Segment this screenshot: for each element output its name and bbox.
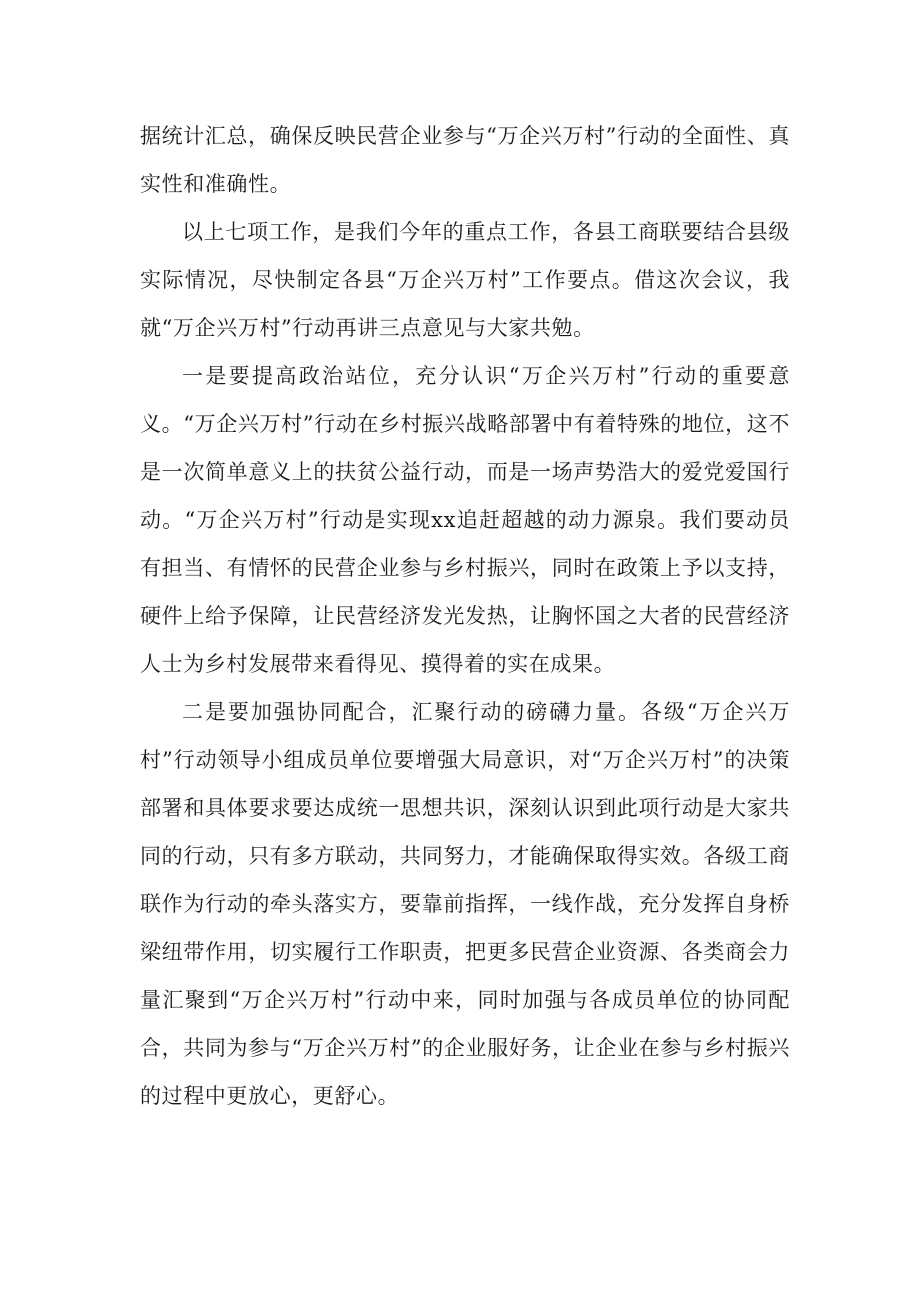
paragraph-point-one: 一是要提高政治站位，充分认识“万企兴万村”行动的重要意义。“万企兴万村”行动在乡村振兴战略部署中有着特殊的地位，这不是一次简单意义上的扶贫公益行动，而是一场声势浩大的爱党爱国行动。“万企兴万村”行动是实现xx追赶超越的动力源泉。我们要动员有担当、有情怀的民营企业参与乡村振兴，同时在政策上予以支持，硬件上给予保障，让民营经济发光发热，让胸怀国之大者的民营经济人士为乡村发展带来看得见、摸得着的实在成果。 bbox=[140, 364, 790, 676]
paragraph-point-two: 二是要加强协同配合，汇聚行动的磅礴力量。各级“万企兴万村”行动领导小组成员单位要增强大局意识，对“万企兴万村”的决策部署和具体要求要达成统一思想共识，深刻认识到此项行动是大家共同的行动，只有多方联动，共同努力，才能确保取得实效。各级工商联作为行动的牵头落实方，要靠前指挥，一线作战，充分发挥自身桥梁纽带作用，切实履行工作职责，把更多民营企业资源、各类商会力量汇聚到“万企兴万村”行动中来，同时加强与各成员单位的协同配合，共同为参与“万企兴万村”的企业服好务，让企业在参与乡村振兴的过程中更放心，更舒心。 bbox=[140, 700, 790, 1108]
body-text bbox=[140, 112, 790, 1120]
paragraph-summary: 以上七项工作，是我们今年的重点工作，各县工商联要结合县级实际情况，尽快制定各县“万企兴万村”工作要点。借这次会议，我就“万企兴万村”行动再讲三点意见与大家共勉。 bbox=[140, 220, 790, 340]
paragraph-continuation: 据统计汇总，确保反映民营企业参与“万企兴万村”行动的全面性、真实性和准确性。 bbox=[140, 124, 790, 196]
